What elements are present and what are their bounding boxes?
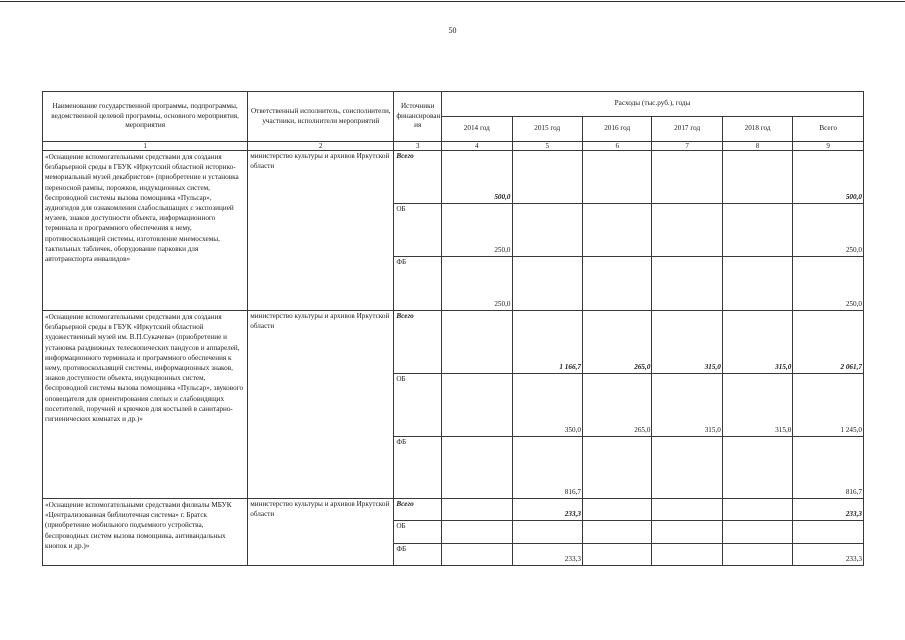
value-cell [652,521,722,544]
value-cell-total: 250,0 [793,257,864,311]
value-cell-total [793,521,864,544]
value-cell [442,437,512,499]
value-cell: 500,0 [442,151,512,204]
header-year-2015: 2015 год [512,117,582,142]
value-cell [722,544,792,566]
column-number: 1 [43,142,248,151]
value-cell [722,204,792,257]
value-cell: 233,3 [512,544,582,566]
header-row [43,92,864,117]
source-total: Всего [394,151,442,204]
value-cell-total: 233,3 [793,499,864,521]
value-cell: 265,0 [582,374,651,437]
value-cell [722,257,792,311]
value-cell [442,311,512,374]
value-cell [652,544,722,566]
measure-executor: министерство культуры и архивов Иркутской области [248,151,394,311]
value-cell [722,499,792,521]
value-cell [652,204,722,257]
source-federal: ФБ [394,437,442,499]
value-cell [652,151,722,204]
table-row [43,151,864,204]
header-expenses: Расходы (тыс.руб.), годы [442,92,864,117]
value-cell-total: 816,7 [793,437,864,499]
value-cell: 250,0 [442,204,512,257]
measure-name: «Оснащение вспомогательными средствами для создания безбарьерной среды в ГБУК «Иркутский областной художественный музей им. В.П.Сукачева» (приобретение и установка раздвижных телескопических пандусов и аппарелей, информационного терминала и программного обеспечения к нему, противоскользящей системы, информационных знаков, знаков доступности объекта, индукционных систем, беспроводной системы вызова помощника «Пульсар», звукового оповещателя для ориентирования слепых и слабовидящих посетителей, поручней и крючков для костылей в санитарно-гигиенических комнатах и др.)» [43,311,248,499]
measure-name: «Оснащение вспомогательными средствами филиалы МБУК «Централизованная библиотечная система» г. Братск (приобретение мобильного подъемного устройства, беспроводных систем вызова помощника, антивандальных кнопок и др.)» [43,499,248,566]
column-number: 3 [394,142,442,151]
source-total: Всего [394,499,442,521]
value-cell-total: 233,3 [793,544,864,566]
measure-executor: министерство культуры и архивов Иркутской области [248,311,394,499]
value-cell-total: 250,0 [793,204,864,257]
measure-name: «Оснащение вспомогательными средствами для создания безбарьерной среды в ГБУК «Иркутский областной историко-мемориальный музей декабристов» (приобретение и установка переносной рампы, порожков, индукционных систем, беспроводной системы вызова помощника «Пульсар», аудиогидов для ознакомления слабослышащих с экспозицией музеев, знаков доступности объекта, информационного терминала и программного обеспечения к нему, противоскользящей системы, изготовление мнемосхемы, тактильных табличек, оборудование парковки для автотранспорта инвалидов» [43,151,248,311]
value-cell [722,437,792,499]
value-cell [442,374,512,437]
header-name: Наименование государственной программы, подпрограммы, ведомственной целевой программы, основного мероприятия, мероприятия [43,92,248,142]
value-cell [722,521,792,544]
value-cell: 315,0 [652,374,722,437]
value-cell [582,151,651,204]
value-cell [582,437,651,499]
value-cell-total: 1 245,0 [793,374,864,437]
header-executor: Ответственный исполнитель, соисполнители, участники, исполнители мероприятий [248,92,394,142]
page-number: 50 [448,26,457,35]
source-federal: ФБ [394,544,442,566]
value-cell-total: 500,0 [793,151,864,204]
value-cell: 315,0 [722,311,792,374]
value-cell: 250,0 [442,257,512,311]
column-number: 4 [442,142,512,151]
value-cell: 265,0 [582,311,651,374]
value-cell [512,257,582,311]
source-total: Всего [394,311,442,374]
value-cell [582,544,651,566]
source-regional: ОБ [394,374,442,437]
value-cell [442,544,512,566]
value-cell [512,204,582,257]
value-cell [582,499,651,521]
table-row [43,311,864,374]
column-number: 9 [793,142,864,151]
value-cell [442,521,512,544]
column-numbers-row [43,142,864,151]
column-number: 7 [652,142,722,151]
value-cell [652,437,722,499]
value-cell [512,151,582,204]
column-number: 5 [512,142,582,151]
value-cell: 315,0 [722,374,792,437]
expenses-table [42,91,864,566]
value-cell: 350,0 [512,374,582,437]
column-number: 2 [248,142,394,151]
header-year-2016: 2016 год [582,117,651,142]
value-cell [652,499,722,521]
header-total: Всего [793,117,864,142]
column-number: 8 [722,142,792,151]
table-row [43,499,864,521]
source-regional: ОБ [394,521,442,544]
value-cell: 1 166,7 [512,311,582,374]
top-border-line [0,1,905,2]
source-regional: ОБ [394,204,442,257]
value-cell [442,499,512,521]
value-cell [582,257,651,311]
value-cell: 233,3 [512,499,582,521]
value-cell: 816,7 [512,437,582,499]
value-cell [722,151,792,204]
value-cell: 315,0 [652,311,722,374]
header-year-2018: 2018 год [722,117,792,142]
value-cell [652,257,722,311]
value-cell-total: 2 061,7 [793,311,864,374]
header-year-2017: 2017 год [652,117,722,142]
header-year-2014: 2014 год [442,117,512,142]
source-federal: ФБ [394,257,442,311]
value-cell [582,521,651,544]
column-number: 6 [582,142,651,151]
header-sources: Источники финансирован ия [394,92,442,142]
value-cell [512,521,582,544]
value-cell [582,204,651,257]
measure-executor: министерство культуры и архивов Иркутской области [248,499,394,566]
